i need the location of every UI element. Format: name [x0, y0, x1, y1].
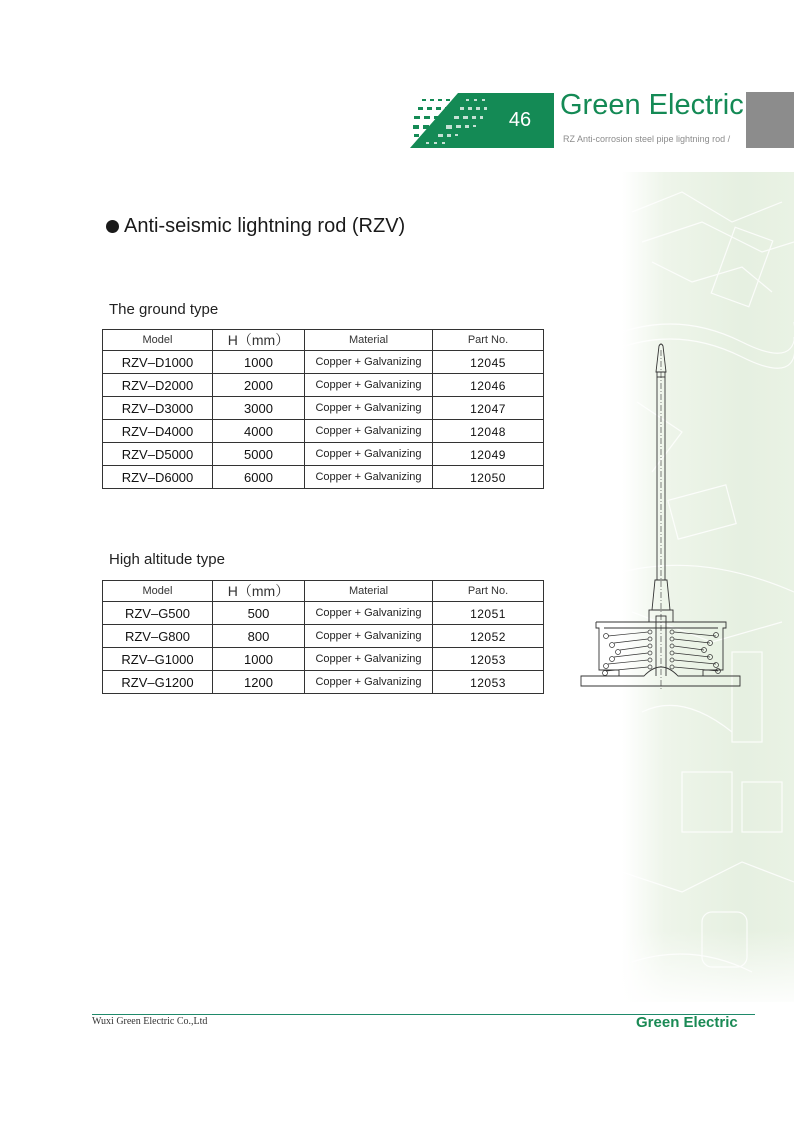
table-header-row	[103, 581, 544, 602]
cell-part-no: 12051	[433, 602, 544, 625]
header-subtitle: RZ Anti-corrosion steel pipe lightning rod /	[563, 134, 731, 144]
table-row	[103, 671, 544, 694]
table-row	[103, 602, 544, 625]
cell-part-no: 12049	[433, 443, 544, 466]
column-header-material: Material	[305, 330, 433, 351]
column-header-part-no: Part No.	[433, 330, 544, 351]
column-header-part-no: Part No.	[433, 581, 544, 602]
table-row	[103, 374, 544, 397]
lightning-rod-drawing-icon	[578, 340, 742, 690]
decorative-fade	[622, 930, 794, 1010]
cell-model: RZV–D4000	[103, 420, 213, 443]
ground-type-title: The ground type	[109, 301, 219, 318]
ground-type-table	[102, 329, 544, 489]
cell-model: RZV–D5000	[103, 443, 213, 466]
cell-height: 6000	[213, 466, 305, 489]
footer-company-name: Wuxi Green Electric Co.,Ltd	[92, 1016, 208, 1027]
cell-material: Copper + Galvanizing	[305, 602, 433, 625]
cell-model: RZV–G1200	[103, 671, 213, 694]
table-row	[103, 397, 544, 420]
table-row	[103, 420, 544, 443]
cell-part-no: 12052	[433, 625, 544, 648]
page-number: 46	[508, 109, 532, 131]
column-header-model: Model	[103, 581, 213, 602]
cell-material: Copper + Galvanizing	[305, 625, 433, 648]
cell-height: 800	[213, 625, 305, 648]
cell-material: Copper + Galvanizing	[305, 420, 433, 443]
cell-part-no: 12053	[433, 671, 544, 694]
cell-height: 3000	[213, 397, 305, 420]
cell-model: RZV–G500	[103, 602, 213, 625]
table-row	[103, 351, 544, 374]
cell-material: Copper + Galvanizing	[305, 648, 433, 671]
table-row	[103, 648, 544, 671]
lightning-rod-drawing	[578, 340, 742, 695]
page-heading	[106, 215, 405, 238]
cell-material: Copper + Galvanizing	[305, 671, 433, 694]
cell-material: Copper + Galvanizing	[305, 466, 433, 489]
cell-material: Copper + Galvanizing	[305, 397, 433, 420]
cell-part-no: 12048	[433, 420, 544, 443]
cell-part-no: 12050	[433, 466, 544, 489]
column-header-model: Model	[103, 330, 213, 351]
column-header-height: H（mm）	[213, 581, 305, 602]
bullet-icon	[106, 220, 119, 233]
cell-part-no: 12046	[433, 374, 544, 397]
cell-model: RZV–D6000	[103, 466, 213, 489]
column-header-height: H（mm）	[213, 330, 305, 351]
cell-model: RZV–D2000	[103, 374, 213, 397]
cell-material: Copper + Galvanizing	[305, 443, 433, 466]
cell-height: 500	[213, 602, 305, 625]
cell-model: RZV–D1000	[103, 351, 213, 374]
high-altitude-type-title: High altitude type	[109, 551, 225, 568]
column-header-material: Material	[305, 581, 433, 602]
cell-height: 1000	[213, 351, 305, 374]
table-header-row	[103, 330, 544, 351]
cell-height: 1200	[213, 671, 305, 694]
cell-height: 2000	[213, 374, 305, 397]
cell-model: RZV–G800	[103, 625, 213, 648]
cell-part-no: 12053	[433, 648, 544, 671]
table-row	[103, 443, 544, 466]
page-heading-text: Anti-seismic lightning rod (RZV)	[124, 215, 406, 237]
footer-brand-logo: Green Electric	[636, 1014, 738, 1031]
table-row	[103, 466, 544, 489]
cell-material: Copper + Galvanizing	[305, 374, 433, 397]
header-gray-tab	[746, 92, 794, 148]
cell-height: 1000	[213, 648, 305, 671]
cell-model: RZV–D3000	[103, 397, 213, 420]
cell-height: 5000	[213, 443, 305, 466]
cell-model: RZV–G1000	[103, 648, 213, 671]
high-altitude-type-table	[102, 580, 544, 694]
cell-part-no: 12047	[433, 397, 544, 420]
cell-material: Copper + Galvanizing	[305, 351, 433, 374]
brand-title: Green Electric	[560, 89, 744, 121]
table-row	[103, 625, 544, 648]
cell-part-no: 12045	[433, 351, 544, 374]
cell-height: 4000	[213, 420, 305, 443]
